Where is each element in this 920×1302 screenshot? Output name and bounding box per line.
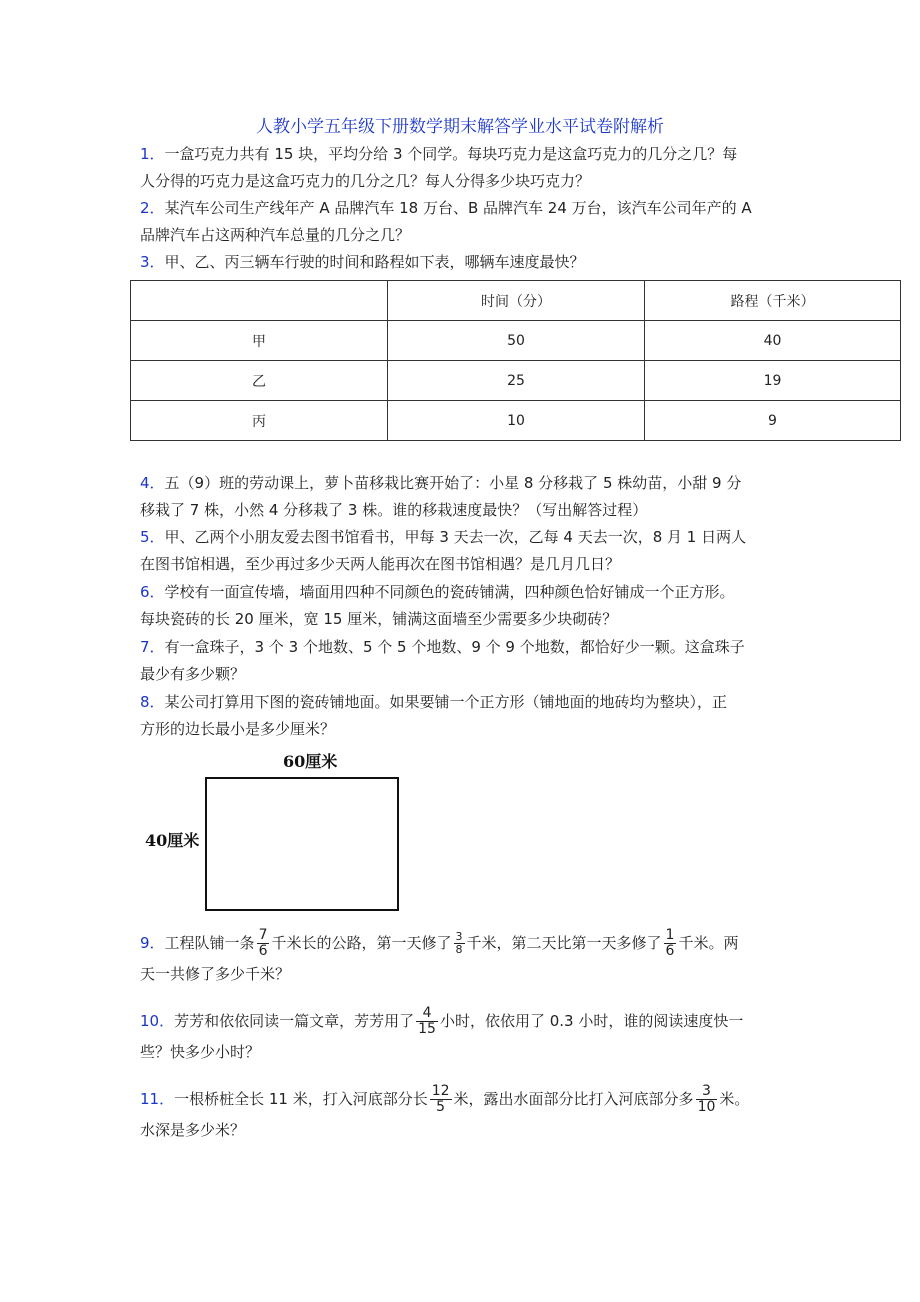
question-number: 3． bbox=[140, 253, 165, 271]
question-3 bbox=[140, 249, 785, 276]
question-text: 米，露出水面部分比打入河底部分多 bbox=[453, 1090, 694, 1108]
table-cell: 19 bbox=[645, 361, 901, 401]
question-11 bbox=[140, 1084, 785, 1145]
table-header-cell bbox=[131, 281, 388, 321]
denominator: 6 bbox=[665, 943, 675, 959]
fraction bbox=[430, 1084, 452, 1114]
numerator: 3 bbox=[696, 1084, 718, 1100]
denominator: 8 bbox=[455, 943, 463, 956]
table-cell: 25 bbox=[388, 361, 645, 401]
question-number: 11． bbox=[140, 1090, 175, 1108]
question-number: 8． bbox=[140, 693, 165, 711]
table-cell: 40 bbox=[645, 321, 901, 361]
table-cell: 9 bbox=[645, 401, 901, 441]
table-header-cell: 时间（分） bbox=[388, 281, 645, 321]
denominator: 10 bbox=[697, 1099, 716, 1115]
question-text: 人分得的巧克力是这盒巧克力的几分之几？每人分得多少块巧克力？ bbox=[140, 172, 591, 190]
question-text: 品牌汽车占这两种汽车总量的几分之几？ bbox=[140, 226, 411, 244]
question-7 bbox=[140, 634, 785, 688]
numerator: 7 bbox=[258, 927, 268, 944]
table-header-row bbox=[131, 281, 901, 321]
table-row bbox=[131, 321, 901, 361]
numerator: 1 bbox=[665, 927, 675, 944]
table-cell: 10 bbox=[388, 401, 645, 441]
table-row bbox=[131, 401, 901, 441]
question-text: 方形的边长最小是多少厘米？ bbox=[140, 720, 336, 738]
question-text: 千米长的公路，第一天修了 bbox=[271, 934, 452, 952]
question-number: 2． bbox=[140, 199, 165, 217]
question-number: 5． bbox=[140, 528, 165, 546]
fraction bbox=[664, 928, 677, 958]
question-text: 芳芳和依依同读一篇文章，芳芳用了 bbox=[174, 1012, 415, 1030]
question-text: 小时，依依用了 0.3 小时，谁的阅读速度快一 bbox=[439, 1012, 744, 1030]
question-1 bbox=[140, 141, 785, 195]
table-row bbox=[131, 361, 901, 401]
question-text: 学校有一面宣传墙，墙面用四种不同颜色的瓷砖铺满，四种颜色恰好铺成一个正方形。 bbox=[164, 583, 735, 601]
numerator: 4 bbox=[416, 1006, 438, 1022]
denominator: 5 bbox=[436, 1099, 446, 1115]
question-number: 1． bbox=[140, 145, 165, 163]
numerator: 12 bbox=[431, 1083, 450, 1100]
fraction bbox=[454, 931, 465, 955]
question-text: 移栽了 7 株，小然 4 分移栽了 3 株。谁的移栽速度最快？（写出解答过程） bbox=[140, 501, 648, 519]
question-number: 10． bbox=[140, 1012, 175, 1030]
table-cell: 50 bbox=[388, 321, 645, 361]
tile-rectangle bbox=[205, 777, 399, 911]
numerator: 3 bbox=[455, 930, 463, 944]
question-text: 甲、乙、丙三辆车行驶的时间和路程如下表，哪辆车速度最快？ bbox=[164, 253, 585, 271]
question-number: 4． bbox=[140, 474, 165, 492]
question-text: 某汽车公司生产线年产 A 品牌汽车 18 万台、B 品牌汽车 24 万台，该汽车公司年产的 A bbox=[164, 199, 752, 217]
table-cell: 甲 bbox=[131, 321, 388, 361]
question-5 bbox=[140, 524, 785, 578]
tile-height-label: 40厘米 bbox=[145, 831, 200, 850]
question-text: 些？快多少小时？ bbox=[140, 1042, 261, 1061]
question-text: 在图书馆相遇，至少再过多少天两人能再次在图书馆相遇？是几月几日？ bbox=[140, 555, 621, 573]
question-text: 甲、乙两个小朋友爱去图书馆看书，甲每 3 天去一次，乙每 4 天去一次，8 月 1 日两人 bbox=[164, 528, 747, 546]
question-text: 千米，第二天比第一天多修了 bbox=[466, 934, 662, 952]
denominator: 6 bbox=[258, 943, 268, 959]
question-10 bbox=[140, 1006, 785, 1067]
question-number: 9． bbox=[140, 934, 165, 952]
question-text: 一根桥桩全长 11 米，打入河底部分长 bbox=[174, 1090, 428, 1108]
page-title: 人教小学五年级下册数学期末解答学业水平试卷附解析 bbox=[256, 117, 664, 137]
table-cell: 乙 bbox=[131, 361, 388, 401]
fraction bbox=[696, 1084, 718, 1114]
fraction bbox=[416, 1006, 438, 1036]
question-4 bbox=[140, 470, 785, 524]
question-text: 工程队铺一条 bbox=[164, 934, 255, 952]
question-number: 7． bbox=[140, 638, 165, 656]
question-text: 有一盒珠子，3 个 3 个地数、5 个 5 个地数、9 个 9 个地数，都恰好少一颗。这盒珠子 bbox=[164, 638, 745, 656]
question-text: 天一共修了多少千米？ bbox=[140, 964, 291, 983]
table-header-cell: 路程（千米） bbox=[645, 281, 901, 321]
question-text: 米。 bbox=[719, 1090, 750, 1108]
question-text: 千米。两 bbox=[678, 934, 739, 952]
question-number: 6． bbox=[140, 583, 165, 601]
fraction bbox=[257, 928, 270, 958]
question-2 bbox=[140, 195, 785, 249]
question-text: 一盒巧克力共有 15 块，平均分给 3 个同学。每块巧克力是这盒巧克力的几分之几？每 bbox=[164, 145, 738, 163]
question-text: 某公司打算用下图的瓷砖铺地面。如果要铺一个正方形（铺地面的地砖均为整块），正 bbox=[164, 693, 728, 711]
table-cell: 丙 bbox=[131, 401, 388, 441]
tile-width-label: 60厘米 bbox=[283, 752, 338, 771]
question-text: 水深是多少米？ bbox=[140, 1120, 246, 1139]
question-6 bbox=[140, 579, 785, 633]
question-text: 最少有多少颗？ bbox=[140, 665, 246, 683]
question-text: 每块瓷砖的长 20 厘米，宽 15 厘米，铺满这面墙至少需要多少块砌砖？ bbox=[140, 610, 618, 628]
question-text: 五（9）班的劳动课上，萝卜苗移栽比赛开始了：小星 8 分移栽了 5 株幼苗，小甜 9 分 bbox=[164, 474, 742, 492]
denominator: 15 bbox=[418, 1021, 436, 1037]
question-8 bbox=[140, 689, 785, 743]
question-9 bbox=[140, 928, 785, 989]
speed-table bbox=[130, 280, 901, 441]
